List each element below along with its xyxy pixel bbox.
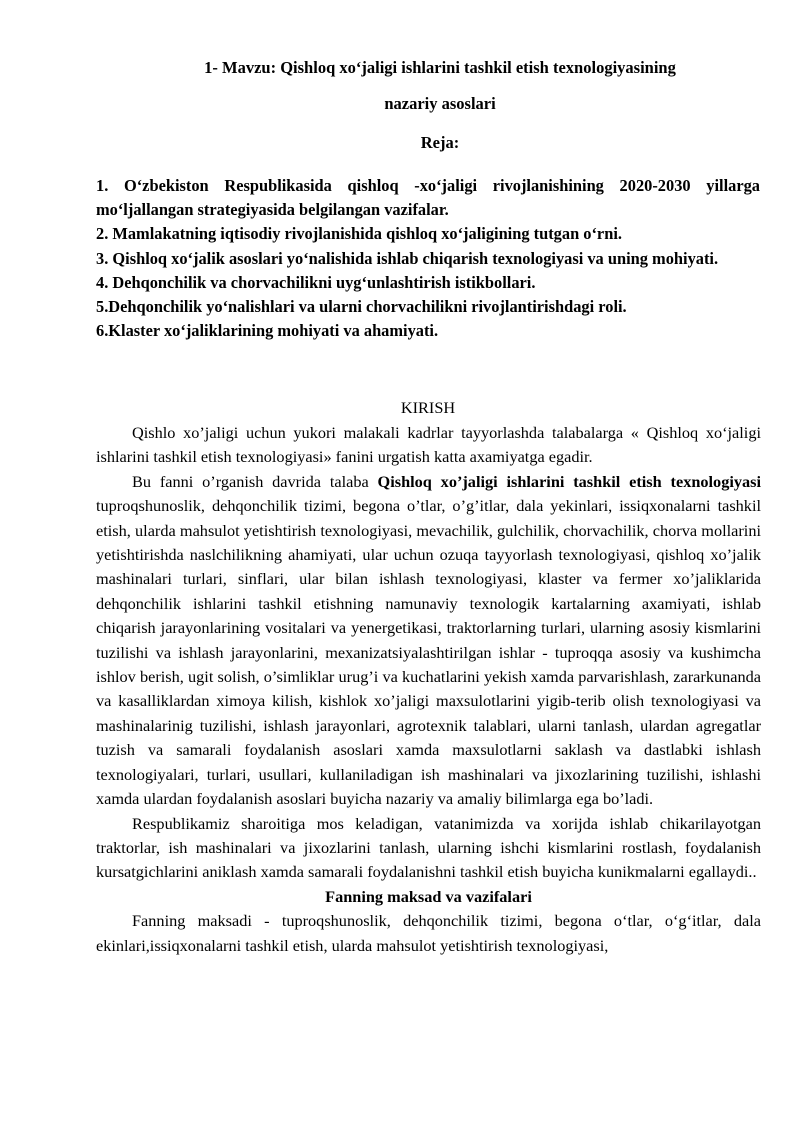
subject-name: Qishloq xo’jaligi ishlarini tashkil etish texnologiyasi	[377, 471, 761, 491]
topic-subtitle: nazariy asoslari	[384, 94, 496, 113]
plan-list	[96, 174, 760, 343]
plan-item: 5.Dehqonchilik yo‘nalishlari va ularni chorvachilikni rivojlantirishdagi roli.	[96, 297, 627, 317]
intro-heading: KIRISH	[400, 398, 456, 417]
plan-heading: Reja:	[420, 133, 460, 152]
section-heading: Fanning maksad va vazifalari	[325, 886, 532, 906]
plan-item: 3. Qishloq xo‘jalik asoslari yo‘nalishida ishlab chiqarish texnologiyasi va uning mohiyati.	[96, 248, 719, 268]
topic-title: 1- Mavzu: Qishloq xo‘jaligi ishlarini tashkil etish texnologiyasining	[204, 58, 676, 77]
paragraph	[96, 470, 761, 812]
paragraph-rest: tuproqshunoslik, dehqonchilik tizimi, begona o’tlar, o’g’itlar, dala yekinlari, issiqxonalarni tashkil etish, ularda mahsulot yetishtirish texnologiyasi, mevachilik, gulchilik, chorvachilik, chorva mollarini yetishtirishda naslchilikning ahamiyati, ular uchun ozuqa tayyorlash texnologiyasi, qishloq xo’jalik mashinalari turlari, sinflari, ular bilan ishlash texnologiyasi, klaster va fermer xo’jaliklarida dehqonchilik ishlarini tashkil etishning namunaviy texnologik kartalarning axamiyati, ishlab chiqarish jarayonlarining vositalari va yenergetikasi, traktorlarning turlari, ularning asosiy kismlarini tuzilishi va ishlash jarayonlarini, mexanizatsiyalashtirilgan ishlar - tuproqqa asosiy va kushimcha ishlov berish, ugit solish, o’simliklar urug’i va kuchatlarini yekish xamda parvarishlash, zararkunanda va kasalliklardan ximoya kilish, kishlok xo’jaligi maxsulotlarini yigib-terib olish texnologiyasi va mashinalarinig tuzilishi, ishlash jarayonlari, agrotexnik talablari, ularni tanlash, ulardan agregatlar tuzish va samarali foydalanish asoslari xamda maxsulotlarni saklash va dastlabki ishlash texnologiyalari, turlari, usullari, kullaniladigan ish mashinalari va jixozlarining tuzilishi, ishlashi xamda ulardan foydalanish asoslari buyicha nazariy va amaliy bilimlarga ega bo’ladi.	[96, 496, 761, 809]
plan-item: 2. Mamlakatning iqtisodiy rivojlanishida qishloq xo‘jaligining tutgan o‘rni.	[96, 224, 622, 244]
plan-item: 4. Dehqonchilik va chorvachilikni uyg‘unlashtirish istikbollari.	[96, 272, 536, 292]
paragraph: Respublikamiz sharoitiga mos keladigan, vatanimizda va xorijda ishlab chikarilayotgan traktorlar, ish mashinalari va jixozlarini tanlash, ularning ishchi kismlarini rostlash, foydalanish kursatgichlarini aniklash xamda samarali foydalanishni tashkil etish buyicha kunikmalarni egallaydi..	[96, 813, 761, 882]
body-text	[96, 421, 761, 958]
paragraph: Qishlo xo’jaligi uchun yukori malakali kadrlar tayyorlashda talabalarga « Qishloq xo‘jaligi ishlarini tashkil etish texnologiyasi» fanini urgatish katta axamiyatga egadir.	[96, 423, 761, 467]
paragraph-start: Bu fanni o’rganish davrida talaba	[132, 471, 378, 491]
plan-item: 6.Klaster xo‘jaliklarining mohiyati va ahamiyati.	[96, 321, 439, 341]
plan-item: 1. O‘zbekiston Respublikasida qishloq -xo‘jaligi rivojlanishining 2020-2030 yillarga mo‘ljallangan strategiyasida belgilangan vazifalar.	[96, 176, 760, 220]
paragraph: Fanning maksadi - tuproqshunoslik, dehqonchilik tizimi, begona o‘tlar, o‘g‘itlar, dala ekinlari,issiqxonalarni tashkil etish, ularda mahsulot yetishtirish texnologiyasi,	[96, 911, 761, 955]
